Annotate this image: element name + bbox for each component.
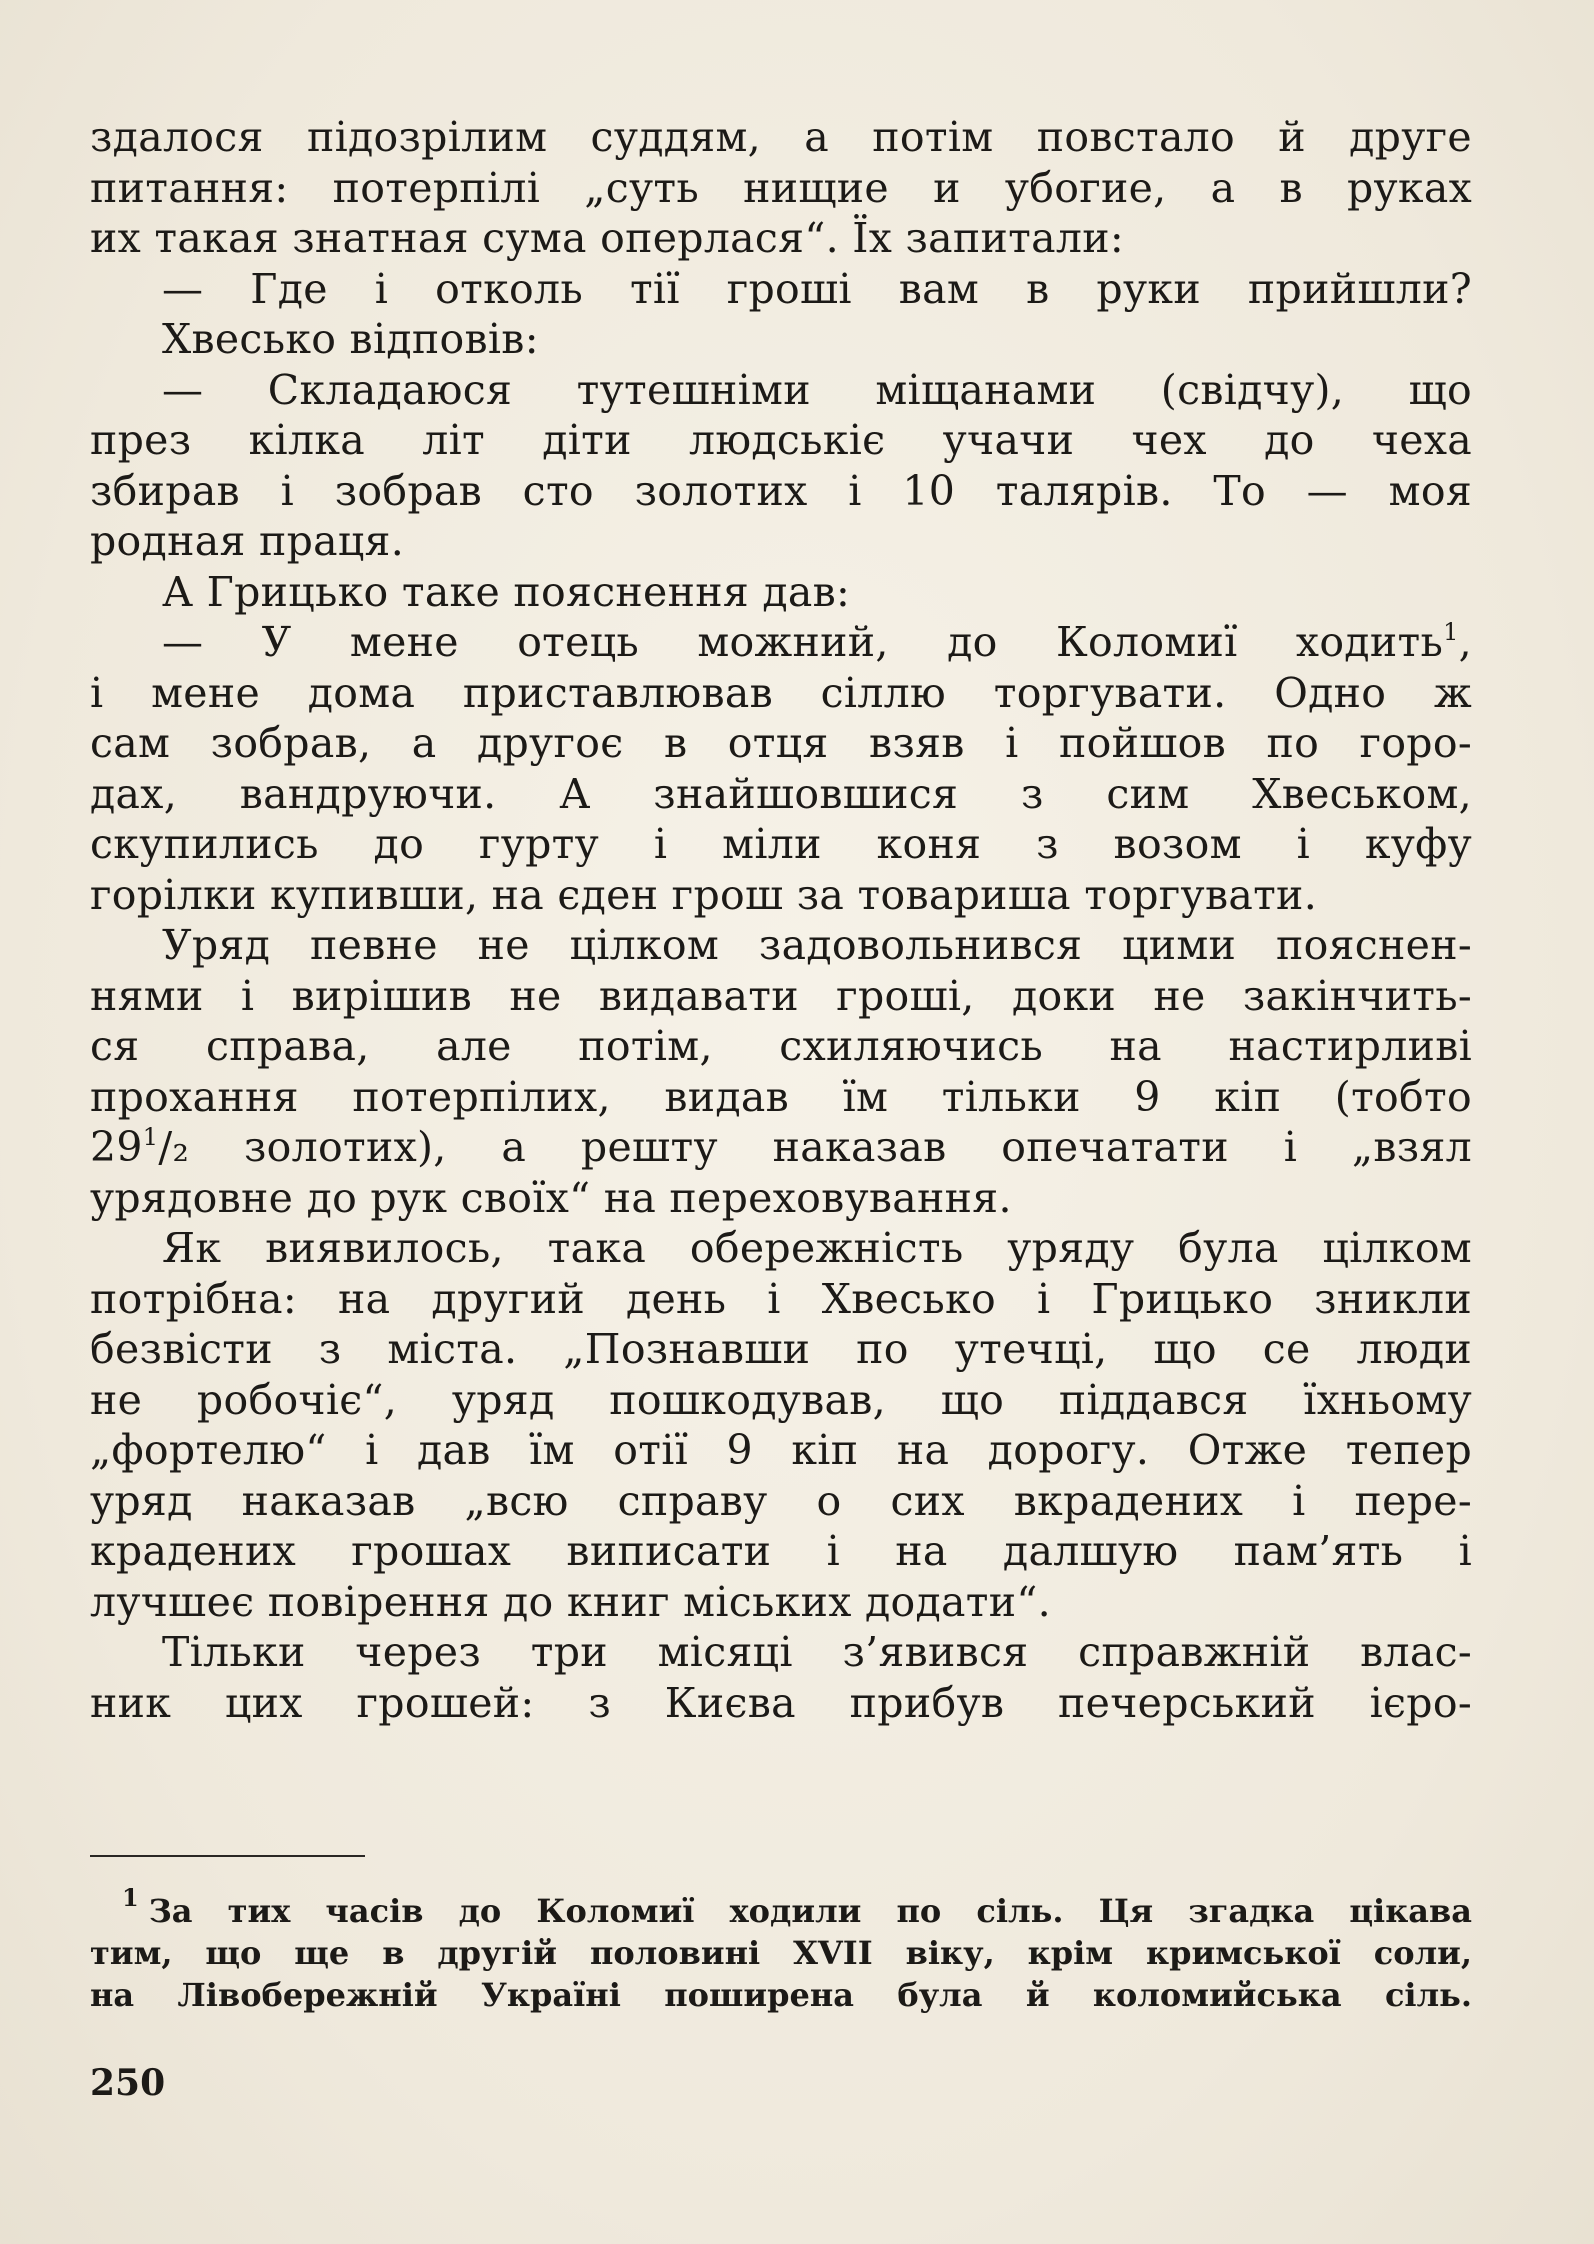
text-line: през кілка літ діти людськіє учачи чех до чеха [90,416,1472,464]
text-line: крадених грошах виписати і на далшую пам’ять і [90,1527,1472,1575]
text-line: — Где і отколь тії гроші вам в руки прийшли? [162,264,1472,313]
text-line: нями і вирішив не видавати гроші, доки не закінчить- [90,971,1472,1020]
text-line: збирав і зобрав сто золотих і 10 талярів. То — моя [90,466,1472,515]
footnote-line: $^1$ За тих часів до Коломиї ходили по сіль. Ця згадка цікава [122,1883,1472,1930]
text-line: прохання потерпілих, видав їм тільки 9 кіп (тобто [90,1072,1472,1121]
text-line: — У мене отець можний, до Коломиї ходить$^1$, [162,618,1472,666]
text-line: безвісти з міста. „Познавши по утечці, що се люди [90,1325,1472,1373]
footnote-marker: 1 [1443,618,1459,646]
text-line: сам зобрав, а другоє в отця взяв і пойшов по горо- [90,719,1472,767]
text-line: „фортелю“ і дав їм отії 9 кіп на дорогу. Отже тепер [90,1426,1472,1474]
text-line: не робочіє“, уряд пошкодував, що піддався їхньому [90,1375,1472,1424]
text-line: ся справа, але потім, схиляючись на настирливі [90,1022,1472,1070]
text-line: — Складаюся тутешніми міщанами (свідчу), що [162,365,1472,414]
footnote-rule [90,1855,365,1857]
footnote-number: 1 [122,1883,139,1912]
text-line: Хвесько відповів: [162,315,539,363]
text-line: скупились до гурту і міли коня з возом і куфу [90,820,1472,868]
page-number: 250 [90,2062,166,2104]
text-line: дах, вандруючи. А знайшовшися з сим Хвеськом, [90,769,1472,818]
text-line: лучшеє повірення до книг міських додати“. [90,1577,1051,1626]
text-line: урядовне до рук своїх“ на переховування. [90,1173,1012,1222]
footnote-marker: 1 [142,1123,159,1151]
text-line: А Грицько таке пояснення дав: [162,567,851,616]
text-line: потрібна: на другий день і Хвесько і Грицько зникли [90,1274,1472,1323]
text-line: здалося підозрілим суддям, а потім повстало й друге [90,113,1472,161]
text-line: Уряд певне не цілком задовольнився цими пояснен- [162,921,1472,969]
text-line: Як виявилось, така обережність уряду була цілком [162,1224,1472,1272]
text-line: питання: потерпілі „суть нищие и убогие, а в руках [90,163,1472,212]
text-line: ник цих грошей: з Києва прибув печерський ієро- [90,1678,1472,1727]
text-line: родная праця. [90,517,405,565]
text-line: их такая знатная сума оперлася“. Їх запитали: [90,214,1124,262]
text-line: Тільки через три місяці з’явився справжній влас- [162,1628,1472,1676]
text-line: уряд наказав „всю справу о сих вкрадених і пере- [90,1476,1472,1525]
main-text [90,112,1472,1728]
footnote [90,1883,1472,2016]
footnote-line: на Лівобережній Україні поширена була й коломийська сіль. [90,1976,1472,2014]
footnote-line: тим, що ще в другій половині XVII віку, крім кримської соли, [90,1934,1472,1972]
text-line: і мене дома приставлював сіллю торгувати. Одно ж [90,668,1472,717]
text-line: горілки купивши, на єден грош за товариша торгувати. [90,870,1318,919]
text-line: $29^1/_2$ золотих), а решту наказав опечатати і „взял [90,1123,1472,1171]
